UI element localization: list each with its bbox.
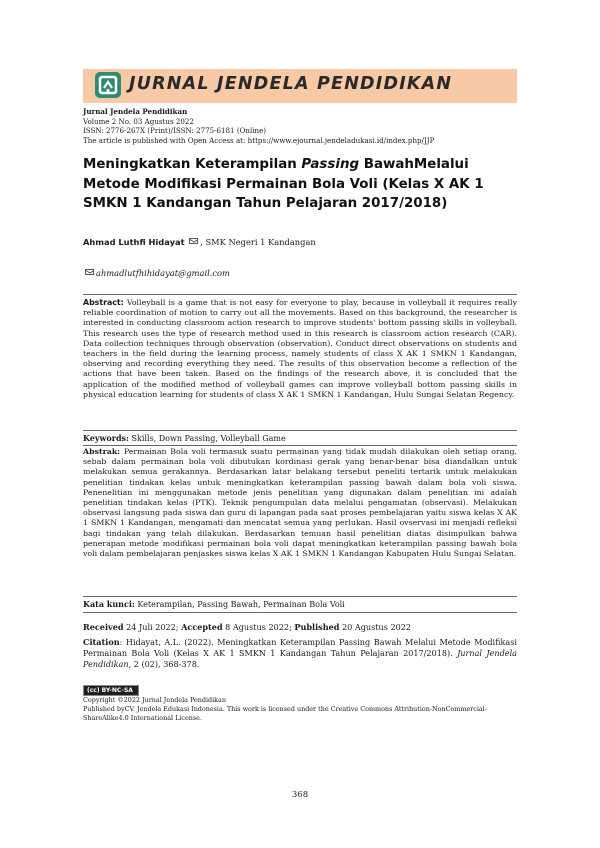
title-line-1-italic: Passing <box>301 157 360 172</box>
article-dates <box>83 622 411 632</box>
envelope-icon <box>189 238 198 244</box>
abstract-en <box>83 298 517 400</box>
journal-logo-icon <box>95 72 121 98</box>
meta-issn: ISSN: 2776-267X (Print)/ISSN: 2775-6181 (Online) <box>83 126 267 136</box>
abstrak-text: Permainan Bola voli termasuk suatu permainan yang tidak mudah dilakukan oleh setiap orang, sebab dalam permainan bola voli dibutukan kordinasi gerak yang benar-benar bisa diandalkan untuk melakukan semua gerakannya. Berdasarkan latar belakang tersebut peneliti tertarik untuk melakukan penelitian tindakan kelas untuk meningkatkan keterampilan passing bawah dalam bola voli siswa. Penenelitian ini menggunakan metode jenis penelitian yang digunakan dalam penelitian ini adalah penelitian tindakan kelas (PTK). Teknik pengumpulan data melalui pengamatan (observasi). Melakukan observasi langsung pada siswa dan guru di lapangan pada saat proses pembelajaran yaitu siswa kelas X AK 1 SMKN 1 Kandangan, mengamati dan mencatat semua yang perlukan. Hasil ovservasi ini menjadi refleksi bagi tindakan yang telah dilakukan. Berdasarkan temuan hasil penelitian diatas disimpulkan bahwa penerapan metode modifikasi permainan bola voli dapat meningkatkan keterampilan passing bawah bola voli dalam pembelajaran penjaskes siswa kelas X AK 1 SMKN 1 Kandangan Kabupaten Hulu Sungai Selatan. <box>83 447 517 559</box>
citation-label: Citation <box>83 637 120 647</box>
published-label: Published <box>294 622 340 632</box>
article-title <box>83 155 523 214</box>
keywords-label: Keywords: <box>83 433 130 443</box>
abstract-text: Volleyball is a game that is not easy for everyone to play, because in volleyball it requires really reliable coordination of motion to carry out all the movements. Based on this background, the researcher is interested in conducting classroom action research to improve students' bottom passing skills in volleyball. This research uses the type of research method used in this research is classroom action research (CAR). Data collection techniques through observation (observation). Conduct direct observations on students and teachers in the field during the learning process, namely students of class X AK 1 SMKN 1 Kandangan, observing and recording everything they need. The results of this observation become a reflection of the actions that have been taken. Based on the findings of the research above, it is concluded that the application of the modified method of volleyball games can improve volleyball bottom passing skills in physical education learning for students of class X AK 1 SMKN 1 Kandangan, Hulu Sungai Selatan Regency. <box>83 298 517 399</box>
author-line <box>83 237 316 247</box>
accepted-label: Accepted <box>181 622 223 632</box>
journal-banner-title: JURNAL JENDELA PENDIDIKAN <box>129 74 453 94</box>
citation <box>83 637 517 671</box>
author-affiliation: , SMK Negeri 1 Kandangan <box>200 237 316 247</box>
license-line-2: Published byCV. Jendela Edukasi Indonesia. This work is licensed under the Creative Commons Attribution-NonCommercial- <box>83 705 487 713</box>
abstract-id <box>83 447 517 559</box>
license-copyright: Copyright ©2022 Jurnal Jendela Pendidikan <box>83 696 226 704</box>
author-email-line <box>83 268 230 278</box>
page-number: 368 <box>291 790 309 800</box>
divider <box>83 596 517 597</box>
divider <box>83 445 517 446</box>
license-block <box>83 696 523 723</box>
divider <box>83 612 517 613</box>
divider <box>83 430 517 431</box>
title-line-2: Metode Modifikasi Permainan Bola Voli (Kelas X AK 1 <box>83 176 484 192</box>
keywords-text: Skills, Down Passing, Volleyball Game <box>129 434 286 443</box>
citation-tail: , 2 (02), 368-378. <box>128 659 200 670</box>
author-name: Ahmad Luthfi Hidayat <box>83 237 185 247</box>
author-email[interactable]: ahmadlutfhihidayat@gmail.com <box>96 268 230 278</box>
title-line-1-post: BawahMelalui <box>359 157 469 172</box>
meta-journal-name: Jurnal Jendela Pendidikan <box>83 107 188 116</box>
received-date: 24 Juli 2022; <box>123 622 182 632</box>
cc-license-badge[interactable]: (cc) BY-NC-SA <box>83 685 139 696</box>
keywords-id <box>83 599 345 609</box>
abstract-label: Abstract: <box>83 298 124 307</box>
journal-banner <box>83 69 517 103</box>
keywords-en <box>83 433 286 443</box>
journal-meta <box>83 107 523 145</box>
title-line-1 <box>83 155 523 175</box>
divider <box>83 294 517 295</box>
accepted-date: 8 Agustus 2022; <box>222 622 295 632</box>
meta-open-access: The article is published with Open Access at: https://www.ejournal.jendeladukasi.id/index.php/JJP <box>83 135 435 145</box>
kata-kunci-label: Kata kunci: <box>83 599 135 609</box>
abstrak-label: Abstrak: <box>83 447 121 456</box>
title-line-3: SMKN 1 Kandangan Tahun Pelajaran 2017/2018) <box>83 196 448 211</box>
published-date: 20 Agustus 2022 <box>339 622 412 632</box>
meta-volume: Volume 2 No. 03 Agustus 2022 <box>83 116 194 126</box>
received-label: Received <box>83 622 124 632</box>
citation-text: : Hidayat, A.L. (2022). Meningkatkan Keterampilan Passing Bawah Melalui Metode Modifikasi Permainan Bola Voli (Kelas X AK 1 SMKN 1 Kandangan Tahun Pelajaran 2017/2018). <box>83 637 517 659</box>
license-line-3: ShareAlike4.0 International License. <box>83 714 202 722</box>
title-line-1-pre: Meningkatkan Keterampilan <box>83 157 302 172</box>
kata-kunci-text: Keterampilan, Passing Bawah, Permainan Bola Voli <box>134 600 345 609</box>
envelope-icon <box>85 269 94 275</box>
citation-journal: Jurnal Jendela Pendidikan <box>83 648 517 670</box>
